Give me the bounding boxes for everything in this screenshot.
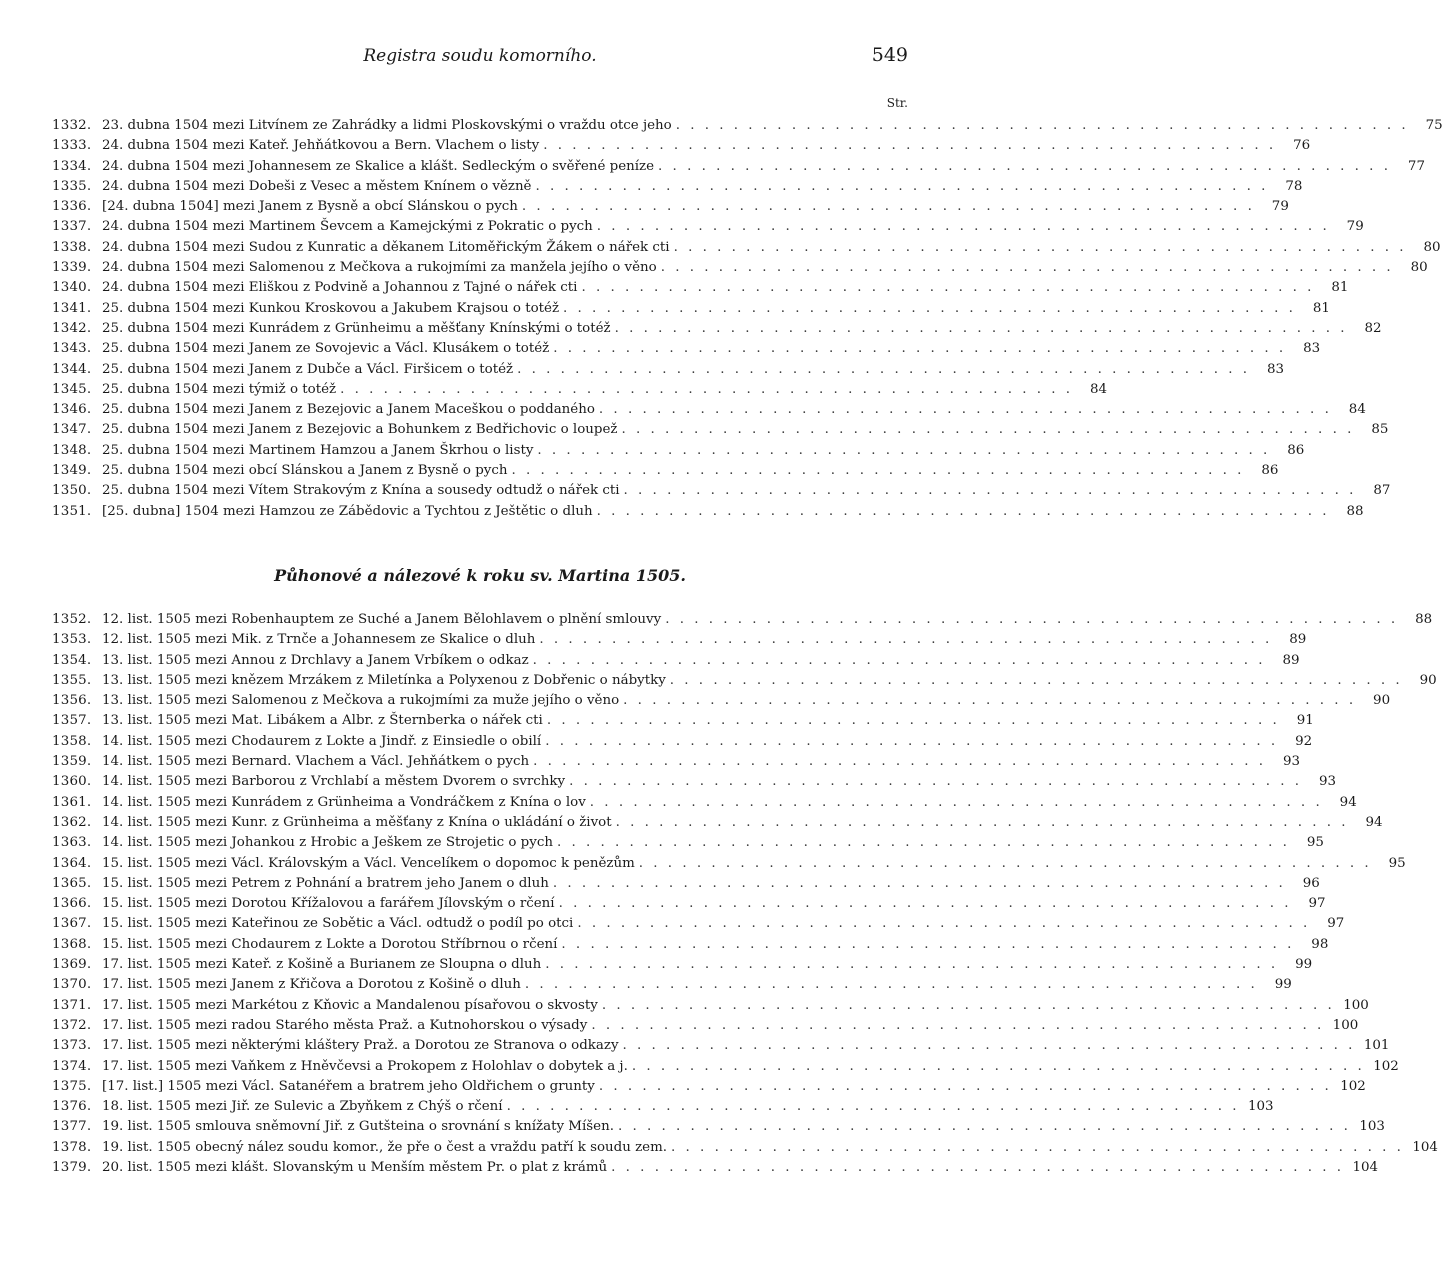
entry-row (52, 793, 1357, 813)
entry-row (52, 360, 1285, 380)
entry-page: 79 (1271, 199, 1289, 215)
entry-row (52, 833, 1324, 853)
entry-number: 1337. (52, 219, 92, 235)
entry-text: 25. dubna 1504 mezi obcí Slánskou a Janem z Bysně o pych (102, 463, 508, 479)
entry-number: 1349. (52, 463, 92, 479)
entry-text: 24. dubna 1504 mezi Johannesem ze Skalice a klášt. Sedleckým o svěřené peníze (102, 158, 655, 174)
entry-number: 1367. (52, 916, 92, 932)
entry-text: 15. list. 1505 mezi Dorotou Křížalovou a farářem Jílovským o rčení (102, 896, 555, 912)
entry-number: 1340. (52, 280, 92, 296)
entry-page: 82 (1364, 320, 1382, 336)
entry-number: 1361. (52, 794, 92, 810)
entry-row (52, 935, 1329, 955)
entry-number: 1334. (52, 158, 92, 174)
entry-list-1504 (52, 116, 1443, 522)
entry-text: 12. list. 1505 mezi Robenhauptem ze Suché a Janem Bělohlavem o plnění smlouvy (102, 612, 662, 627)
entry-page: 104 (1352, 1160, 1379, 1176)
dot-leader (522, 197, 1255, 217)
entry-number: 1353. (52, 632, 92, 648)
entry-row (52, 996, 1369, 1016)
entry-number: 1333. (52, 138, 92, 154)
entry-page: 93 (1319, 774, 1337, 790)
dot-leader (615, 319, 1348, 339)
entry-page: 83 (1303, 341, 1321, 357)
entry-number: 1378. (52, 1139, 92, 1155)
dot-leader (340, 380, 1073, 400)
entry-page: 103 (1359, 1119, 1385, 1135)
entry-number: 1370. (52, 977, 92, 993)
entry-text: 24. dubna 1504 mezi Kateř. Jehňátkovou a Bern. Vlachem o listy (102, 138, 540, 154)
entry-text: 15. list. 1505 mezi Václ. Královským a Václ. Vencelíkem o dopomoc k penězům (102, 855, 635, 871)
entry-row (52, 420, 1389, 440)
entry-text: 24. dubna 1504 mezi Salomenou z Mečkova a rukojmími za manžela jejího o věno (102, 260, 657, 276)
entry-row (52, 238, 1441, 258)
entry-number: 1355. (52, 672, 92, 688)
entry-number: 1346. (52, 402, 92, 418)
entry-page: 101 (1363, 1038, 1390, 1054)
entry-row (52, 116, 1443, 136)
entry-number: 1341. (52, 300, 92, 316)
entry-row (52, 1097, 1274, 1117)
entry-page: 102 (1373, 1058, 1399, 1074)
entry-number: 1364. (52, 855, 92, 871)
entry-row (52, 1077, 1366, 1097)
entry-text: 17. list. 1505 mezi některými kláštery Praž. a Dorotou ze Stranova o odkazy (102, 1038, 619, 1054)
entry-page: 76 (1293, 138, 1311, 154)
entry-page: 102 (1340, 1078, 1366, 1094)
entry-row (52, 1138, 1438, 1158)
dot-leader (577, 914, 1310, 934)
entry-page: 99 (1274, 977, 1292, 993)
entry-text: 20. list. 1505 mezi klášt. Slovanským u Menším městem Pr. o plat z krámů (102, 1160, 608, 1176)
dot-leader (665, 610, 1398, 630)
entry-text: 15. list. 1505 mezi Chodaurem z Lokte a Dorotou Stříbrnou o rčení (102, 936, 558, 952)
dot-leader (597, 502, 1330, 522)
entry-page: 78 (1285, 178, 1303, 194)
dot-leader (559, 894, 1292, 914)
entry-row (52, 671, 1437, 691)
entry-number: 1344. (52, 361, 92, 377)
page-column-label: Str. (886, 96, 908, 110)
dot-leader (507, 1097, 1240, 1117)
entry-number: 1373. (52, 1038, 92, 1054)
entry-number: 1369. (52, 957, 92, 973)
dot-leader (581, 278, 1314, 298)
entry-number: 1372. (52, 1017, 92, 1033)
entry-text: 19. list. 1505 obecný nález soudu komor., že pře o čest a vraždu patří k soudu zem. (102, 1139, 668, 1155)
entry-number: 1359. (52, 754, 92, 770)
dot-leader (511, 461, 1244, 481)
entry-row (52, 299, 1330, 319)
entry-page: 90 (1373, 693, 1391, 709)
entry-row (52, 400, 1366, 420)
entry-text: 17. list. 1505 mezi Vaňkem z Hněvčevsi a Prokopem z Holohlav o dobytek a j. (102, 1058, 628, 1074)
dot-leader (661, 258, 1394, 278)
entry-row (52, 1036, 1390, 1056)
entry-page: 83 (1266, 361, 1285, 377)
entry-number: 1348. (52, 442, 92, 458)
entry-row (52, 380, 1108, 400)
entry-page: 88 (1415, 612, 1433, 627)
entry-number: 1376. (52, 1099, 92, 1115)
entry-row (52, 894, 1326, 914)
entry-row (52, 339, 1321, 359)
dot-leader (533, 752, 1266, 772)
entry-text: 17. list. 1505 mezi Kateř. z Košině a Burianem ze Sloupna o dluh (102, 957, 542, 973)
entry-row (52, 441, 1305, 461)
entry-number: 1345. (52, 381, 92, 397)
dot-leader (623, 1036, 1356, 1056)
entry-page: 103 (1247, 1099, 1274, 1115)
entry-number: 1374. (52, 1058, 92, 1074)
entry-text: 13. list. 1505 mezi Salomenou z Mečkova a rukojmími za muže jejího o věno (102, 693, 620, 709)
entry-row (52, 955, 1313, 975)
entry-text: 18. list. 1505 mezi Jiř. ze Sulevic a Zbyňkem z Chýš o rčení (102, 1099, 503, 1115)
entry-row (52, 1117, 1385, 1137)
entry-number: 1336. (52, 199, 92, 215)
section-heading: Půhonové a nálezové k roku sv. Martina 1505. (274, 566, 686, 585)
entry-row (52, 1158, 1379, 1178)
entry-row (52, 258, 1428, 278)
entry-row (52, 217, 1364, 237)
entry-row (52, 502, 1364, 522)
dot-leader (569, 772, 1302, 792)
entry-text: 15. list. 1505 mezi Kateřinou ze Sobětic a Václ. odtudž o podíl po otci (102, 916, 574, 932)
entry-number: 1342. (52, 320, 92, 336)
entry-page: 90 (1419, 672, 1437, 688)
entry-number: 1356. (52, 693, 92, 709)
entry-page: 96 (1302, 875, 1320, 891)
entry-page: 89 (1289, 632, 1307, 648)
dot-leader (599, 1077, 1332, 1097)
entry-page: 87 (1373, 483, 1391, 499)
running-title: Registra soudu komorního. (363, 46, 597, 66)
entry-page: 86 (1261, 463, 1279, 479)
entry-number: 1354. (52, 652, 92, 668)
entry-page: 94 (1339, 794, 1357, 810)
entry-text: 23. dubna 1504 mezi Litvínem ze Zahrádky a lidmi Ploskovskými o vraždu otce jeho (102, 118, 672, 133)
entry-row (52, 1016, 1359, 1036)
entry-number: 1368. (52, 936, 92, 952)
dot-leader (632, 1057, 1365, 1077)
entry-number: 1357. (52, 713, 92, 729)
dot-leader (545, 955, 1278, 975)
entry-page: 95 (1306, 835, 1324, 851)
entry-row (52, 854, 1406, 874)
entry-text: [24. dubna 1504] mezi Janem z Bysně a obcí Slánskou o pych (102, 199, 518, 215)
dot-leader (599, 400, 1332, 420)
entry-number: 1350. (52, 483, 92, 499)
entry-row (52, 874, 1320, 894)
dot-leader (616, 813, 1349, 833)
entry-text: 14. list. 1505 mezi Kunrádem z Grünheima a Vondráčkem z Knína o lov (102, 794, 586, 810)
dot-leader (621, 420, 1354, 440)
entry-number: 1371. (52, 997, 92, 1013)
entry-page: 77 (1407, 158, 1425, 174)
dot-leader (525, 975, 1258, 995)
entry-text: 13. list. 1505 mezi Annou z Drchlavy a Janem Vrbíkem o odkaz (102, 652, 529, 668)
entry-page: 79 (1346, 219, 1364, 235)
entry-row (52, 772, 1337, 792)
entry-number: 1347. (52, 422, 92, 438)
entry-number: 1338. (52, 239, 92, 255)
entry-row (52, 975, 1292, 995)
dot-leader (670, 671, 1403, 691)
entry-text: 25. dubna 1504 mezi Janem z Bezejovic a Bohunkem z Bedřichovic o loupež (102, 422, 618, 438)
dot-leader (543, 136, 1276, 156)
entry-page: 86 (1287, 442, 1305, 458)
entry-page: 98 (1311, 936, 1329, 952)
entry-page: 97 (1308, 896, 1326, 912)
entry-text: 25. dubna 1504 mezi Kunkou Kroskovou a Jakubem Krajsou o totéž (102, 300, 560, 316)
entry-page: 84 (1089, 381, 1108, 397)
entry-page: 97 (1327, 916, 1345, 932)
entry-text: 24. dubna 1504 mezi Dobeši z Vesec a městem Knínem o vězně (102, 178, 532, 194)
dot-leader (618, 1117, 1351, 1137)
entry-number: 1375. (52, 1078, 92, 1094)
dot-leader (545, 732, 1278, 752)
entry-page: 89 (1282, 652, 1300, 668)
dot-leader (671, 1138, 1404, 1158)
entry-number: 1351. (52, 503, 92, 519)
dot-leader (590, 793, 1323, 813)
entry-page: 85 (1371, 422, 1389, 438)
entry-number: 1335. (52, 178, 92, 194)
entry-text: 25. dubna 1504 mezi týmiž o totéž (102, 381, 337, 397)
entry-list-1505 (52, 610, 1438, 1178)
entry-row (52, 136, 1311, 156)
dot-leader (597, 217, 1330, 237)
entry-text: 13. list. 1505 mezi Mat. Libákem a Albr. z Šternberka o nářek cti (102, 713, 543, 729)
entry-text: 14. list. 1505 mezi Chodaurem z Lokte a Jindř. z Einsiedle o obilí (102, 733, 542, 749)
entry-number: 1343. (52, 341, 92, 357)
entry-text: 12. list. 1505 mezi Mik. z Trnče a Johannesem ze Skalice o dluh (102, 632, 536, 648)
entry-number: 1360. (52, 774, 92, 790)
entry-row (52, 157, 1425, 177)
entry-row (52, 813, 1383, 833)
entry-page: 80 (1423, 239, 1441, 255)
entry-page: 100 (1332, 1017, 1359, 1033)
entry-number: 1377. (52, 1119, 92, 1135)
dot-leader (533, 651, 1266, 671)
entry-text: 14. list. 1505 mezi Kunr. z Grünheima a měšťany z Knína o ukládání o život (102, 814, 612, 830)
dot-leader (676, 116, 1409, 136)
entry-page: 75 (1425, 118, 1443, 133)
entry-page: 81 (1312, 300, 1330, 316)
entry-page: 95 (1388, 855, 1406, 871)
entry-number: 1363. (52, 835, 92, 851)
entry-page: 99 (1295, 957, 1313, 973)
entry-number: 1358. (52, 733, 92, 749)
entry-page: 84 (1348, 402, 1366, 418)
entry-text: [25. dubna] 1504 mezi Hamzou ze Zábědovic a Tychtou z Ještětic o dluh (102, 503, 593, 519)
entry-text: 19. list. 1505 smlouva sněmovní Jiř. z Gutšteina o srovnání s knížaty Míšen. (102, 1119, 614, 1135)
entry-row (52, 732, 1313, 752)
dot-leader (658, 157, 1391, 177)
dot-leader (553, 874, 1286, 894)
page-header (52, 44, 908, 74)
entry-text: 24. dubna 1504 mezi Sudou z Kunratic a děkanem Litoměřickým Žákem o nářek cti (102, 239, 670, 255)
dot-leader (539, 630, 1272, 650)
entry-page: 100 (1343, 997, 1369, 1013)
entry-page: 91 (1296, 713, 1314, 729)
entry-text: 24. dubna 1504 mezi Eliškou z Podvině a Johannou z Tajné o nářek cti (102, 280, 578, 296)
entry-row (52, 711, 1314, 731)
entry-number: 1379. (52, 1160, 92, 1176)
entry-text: 14. list. 1505 mezi Bernard. Vlachem a Václ. Jehňátkem o pych (102, 754, 530, 770)
dot-leader (563, 299, 1296, 319)
entry-page: 80 (1410, 260, 1428, 276)
entry-text: 25. dubna 1504 mezi Martinem Hamzou a Janem Škrhou o listy (102, 442, 534, 458)
entry-page: 88 (1346, 503, 1364, 519)
entry-text: 25. dubna 1504 mezi Vítem Strakovým z Knína a sousedy odtudž o nářek cti (102, 483, 620, 499)
entry-row (52, 461, 1279, 481)
page-number: 549 (871, 44, 908, 66)
entry-row (52, 610, 1433, 630)
entry-number: 1339. (52, 260, 92, 276)
entry-text: 14. list. 1505 mezi Johankou z Hrobic a Ješkem ze Strojetic o pych (102, 835, 553, 851)
entry-row (52, 914, 1345, 934)
entry-row (52, 630, 1307, 650)
dot-leader (537, 441, 1270, 461)
entry-text: 15. list. 1505 mezi Petrem z Pohnání a bratrem jeho Janem o dluh (102, 875, 549, 891)
entry-page: 104 (1412, 1139, 1438, 1155)
entry-text: 25. dubna 1504 mezi Kunrádem z Grünheimu a měšťany Knínskými o totéž (102, 320, 611, 336)
entry-row (52, 177, 1303, 197)
entry-number: 1362. (52, 814, 92, 830)
dot-leader (639, 854, 1372, 874)
dot-leader (591, 1016, 1324, 1036)
dot-leader (611, 1158, 1344, 1178)
entry-text: 13. list. 1505 mezi knězem Mrzákem z Miletínka a Polyxenou z Dobřenic o nábytky (102, 672, 666, 688)
entry-text: 17. list. 1505 mezi radou Starého města Praž. a Kutnohorskou o výsady (102, 1017, 588, 1033)
entry-row (52, 319, 1382, 339)
dot-leader (517, 360, 1250, 380)
dot-leader (557, 833, 1290, 853)
entry-text: [17. list.] 1505 mezi Václ. Satanéřem a bratrem jeho Oldřichem o grunty (102, 1078, 595, 1094)
dot-leader (623, 691, 1356, 711)
entry-text: 25. dubna 1504 mezi Janem z Bezejovic a Janem Maceškou o poddaného (102, 402, 595, 418)
dot-leader (561, 935, 1294, 955)
entry-row (52, 197, 1289, 217)
entry-number: 1366. (52, 896, 92, 912)
entry-row (52, 691, 1391, 711)
entry-text: 17. list. 1505 mezi Janem z Křičova a Dorotou z Košině o dluh (102, 977, 521, 993)
entry-text: 24. dubna 1504 mezi Martinem Ševcem a Kamejckými z Pokratic o pych (102, 219, 593, 235)
entry-text: 14. list. 1505 mezi Barborou z Vrchlabí a městem Dvorem o svrchky (102, 774, 566, 790)
entry-row (52, 481, 1391, 501)
entry-number: 1365. (52, 875, 92, 891)
dot-leader (602, 996, 1335, 1016)
entry-number: 1352. (52, 612, 92, 627)
entry-page: 93 (1282, 754, 1300, 770)
entry-row (52, 651, 1300, 671)
dot-leader (547, 711, 1280, 731)
entry-row (52, 752, 1300, 772)
entry-page: 92 (1295, 733, 1313, 749)
entry-row (52, 1057, 1399, 1077)
dot-leader (553, 339, 1286, 359)
entry-text: 25. dubna 1504 mezi Janem z Dubče a Václ. Firšicem o totéž (102, 361, 514, 377)
entry-text: 25. dubna 1504 mezi Janem ze Sovojevic a Václ. Klusákem o totéž (102, 341, 550, 357)
entry-text: 17. list. 1505 mezi Markétou z Kňovic a Mandalenou písařovou o skvosty (102, 997, 598, 1013)
dot-leader (624, 481, 1357, 501)
entry-page: 81 (1331, 280, 1349, 296)
entry-page: 94 (1365, 814, 1383, 830)
entry-number: 1332. (52, 118, 92, 133)
entry-row (52, 278, 1349, 298)
dot-leader (536, 177, 1269, 197)
dot-leader (674, 238, 1407, 258)
